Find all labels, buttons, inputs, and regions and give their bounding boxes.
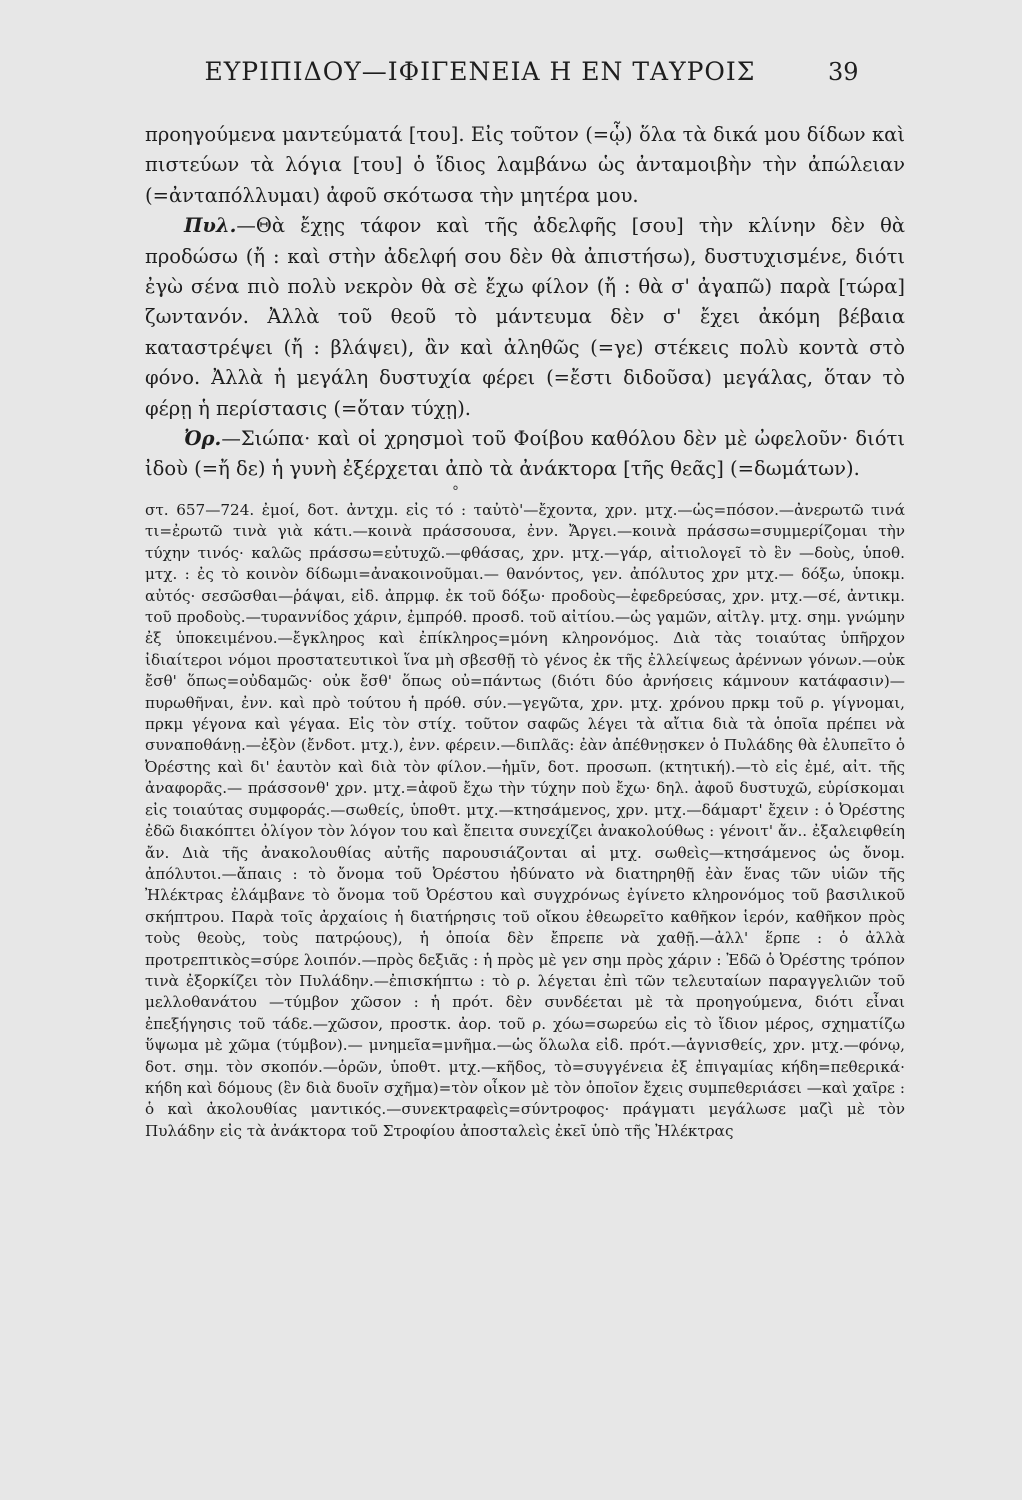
speaker-label: Πυλ. (184, 214, 237, 238)
page-number: 39 (828, 58, 859, 86)
speaker-label: Ὀρ. (184, 427, 222, 451)
main-paragraph-2 (145, 211, 905, 424)
paragraph-text: —Σιώπα· καὶ οἱ χρησμοὶ τοῦ Φοίβου καθόλου δὲν μὲ ὠφελοῦν· διότι ἰδοὺ (=ἤ δε) ἡ γυνὴ ἐξέρχεται ἀπὸ τὰ ἀνάκτορα [τῆς θεᾶς] (=δωμάτων). (145, 427, 905, 481)
main-paragraph-3 (145, 424, 905, 485)
main-text (145, 120, 905, 485)
section-divider-mark: ° (452, 484, 459, 500)
commentary-notes (145, 500, 905, 1142)
main-paragraph-1: προηγούμενα μαντεύματά [του]. Εἰς τοῦτον (=ᾧ) ὅλα τὰ δικά μου δίδων καὶ πιστεύων τὰ λόγια [του] ὁ ἴδιος λαμβάνω ὡς ἀνταμοιβὴν τὴν ἀπώλειαν (=ἀνταπόλλυμαι) ἀφοῦ σκότωσα τὴν μητέρα μου. (145, 123, 905, 207)
running-title: ΕΥΡΙΠΙΔΟΥ—ΙΦΙΓΕΝΕΙΑ Η ΕΝ ΤΑΥΡΟΙΣ (204, 57, 756, 86)
paragraph-text: —Θὰ ἔχῃς τάφον καὶ τῆς ἀδελφῆς [σου] τὴν κλίνην δὲν θὰ προδώσω (ἤ : καὶ στὴν ἀδελφή σου δὲν θὰ ἀπιστήσω), δυστυχισμένε, διότι ἐγὼ σένα πιὸ πολὺ νεκρὸν θὰ σὲ ἔχω φίλον (ἤ : θὰ σ' ἀγαπῶ) παρὰ [τώρα] ζωντανόν. Ἀλλὰ τοῦ θεοῦ τὸ μάντευμα δὲν σ' ἔχει ἀκόμη βέβαια καταστρέψει (ἤ : βλάψει), ἂν καὶ ἀληθῶς (=γε) στέκεις πολὺ κοντὰ στὸ φόνο. Ἀλλὰ ἡ μεγάλη δυστυχία φέρει (=ἔστι διδοῦσα) μεγάλας, ὅταν τὸ φέρῃ ἡ περίστασις (=ὅταν τύχῃ). (145, 214, 905, 420)
page-header (0, 52, 1022, 92)
commentary-text: στ. 657—724. ἐμοί, δοτ. ἀντχμ. εἰς τό : ταὐτὸ'—ἔχοντα, χρν. μτχ.—ὡς=πόσον.—ἀνερωτῶ τινά τι=ἐρωτῶ τινὰ γιὰ κάτι.—κοινὰ πράσσουσα, ἐνν. Ἄργει.—κοινὰ πράσσω=συμμερίζομαι τὴν τύχην τινός· καλῶς πράσσω=εὐτυχῶ.—φθάσας, χρν. μτχ.—γάρ, αἰτιολογεῖ τὸ ἓν —δοὺς, ὑποθ. μτχ. : ἐς τὸ κοινὸν δίδωμι=ἀνακοινοῦμαι.— θανόντος, γεν. ἀπόλυτος χρν μτχ.— δόξω, ὑποκμ. αὐτός· σεσῶσθαι—ῥάψαι, εἰδ. ἀπρμφ. ἐκ τοῦ δόξω· προδοὺς—ἐφεδρεύσας, χρν. μτχ.—σέ, ἀντικμ. τοῦ προδοὺς.—τυραννίδος χάριν, ἐμπρόθ. προσδ. τοῦ αἰτίου.—ὡς γαμῶν, αἰτλγ. μτχ. σημ. γνώμην ἐξ ὑποκειμένου.—ἔγκληρος καὶ ἐπίκληρος=μόνη κληρονόμος. Διὰ τὰς τοιαύτας ὑπῆρχον ἰδιαίτεροι νόμοι προστατευτικοὶ ἵνα μὴ σβεσθῇ τὸ γένος ἐκ τῆς ἐλλείψεως ἀρέννων γόνων.—οὐκ ἔσθ' ὅπως=οὐδαμῶς· οὐκ ἔσθ' ὅπως οὐ=πάντως (διότι δύο ἀρνήσεις κάμνουν κατάφασιν)—πυρωθῆναι, ἐνν. καὶ πρὸ τούτου ἡ πρόθ. σύν.—γεγῶτα, χρν. μτχ. χρόνου πρκμ τοῦ ρ. γίγνομαι, πρκμ γέγονα καὶ γέγαα. Εἰς τὸν στίχ. τοῦτον σαφῶς λέγει τὰ αἴτια διὰ τὰ ὁποῖα πρέπει νὰ συναποθάνῃ.—ἐξὸν (ἔνδοτ. μτχ.), ἐνν. φέρειν.—διπλᾶς: ἐὰν ἀπέθνῃσκεν ὁ Πυλάδης θὰ ἐλυπεῖτο ὁ Ὀρέστης καὶ δι' ἑαυτὸν καὶ διὰ τὸν φίλον.—ἡμῖν, δοτ. προσωπ. (κτητική).—τὸ εἰς ἐμέ, αἰτ. τῆς ἀναφορᾶς.— πράσσονθ' χρν. μτχ.=ἀφοῦ ἔχω τὴν τύχην ποὺ ἔχω· δηλ. ἀφοῦ δυστυχῶ, εὑρίσκομαι εἰς τοιαύτας συμφοράς.—σωθείς, ὑποθτ. μτχ.—κτησάμενος, χρν. μτχ.—δάμαρτ' ἔχειν : ὁ Ὀρέστης ἐδῶ διακόπτει ὀλίγον τὸν λόγον του καὶ ἔπειτα συνεχίζει ἀνακολούθως : γένοιτ' ἄν.. ἐξαλειφθείη ἄν. Διὰ τῆς ἀνακολουθίας αὐτῆς παρουσιάζονται αἱ μτχ. σωθεὶς—κτησάμενος ὡς ὄνομ. ἀπόλυτοι.—ἄπαις : τὸ ὄνομα τοῦ Ὀρέστου ἠδύνατο νὰ διατηρηθῇ ἐὰν ἕνας τῶν υἱῶν τῆς Ἠλέκτρας ἐλάμβανε τὸ ὄνομα τοῦ Ὀρέστου καὶ συγχρόνως ἐγίνετο κληρονόμος τοῦ βασιλικοῦ σκήπτρου. Παρὰ τοῖς ἀρχαίοις ἡ διατήρησις τοῦ οἴκου ἐθεωρεῖτο καθῆκον ἱερόν, καθῆκον πρὸς τοὺς θεοὺς, τοὺς πατρῴους), ἡ ὁποία δὲν ἔπρεπε νὰ χαθῇ.—ἀλλ' ἕρπε : ὁ ἀλλὰ προτρεπτικὸς=σύρε λοιπόν.—πρὸς δεξιᾶς : ἡ πρὸς μὲ γεν σημ πρὸς χάριν : Ἐδῶ ὁ Ὀρέστης τρόπον τινὰ ἐξορκίζει τὸν Πυλάδην.—ἐπισκήπτω : τὸ ρ. λέγεται ἐπὶ τῶν τελευταίων παραγγελιῶν τοῦ μελλοθανάτου —τύμβον χῶσον : ἡ πρότ. δὲν συνδέεται μὲ τὰ προηγούμενα, διότι εἶναι ἐπεξήγησις τοῦ τάδε.—χῶσον, προστκ. ἀορ. τοῦ ρ. χόω=σωρεύω εἰς τὸ ἴδιον μέρος, σχηματίζω ὕψωμα μὲ χῶμα (τύμβον).— μνημεῖα=μνῆμα.—ὡς ὅλωλα εἰδ. πρότ.—ἁγνισθείς, χρν. μτχ.—φόνῳ, δοτ. σημ. τὸν σκοπόν.—ὁρῶν, ὑποθτ. μτχ.—κῆδος, τὸ=συγγένεια ἐξ ἐπιγαμίας κήδη=πεθερικά· κήδη καὶ δόμους (ἓν διὰ δυοῖν σχῆμα)=τὸν οἶκον μὲ τὸν ὁποῖον ἔχεις συμπεθεριάσει —καὶ χαῖρε : ὁ καὶ ἀκολουθίας μαντικός.—συνεκτραφεὶς=σύντροφος· πράγματι μεγάλωσε μαζὶ μὲ τὸν Πυλάδην εἰς τὰ ἀνάκτορα τοῦ Στροφίου ἀποσταλεὶς ἐκεῖ ὑπὸ τῆς Ἠλέκτρας (145, 501, 905, 1140)
